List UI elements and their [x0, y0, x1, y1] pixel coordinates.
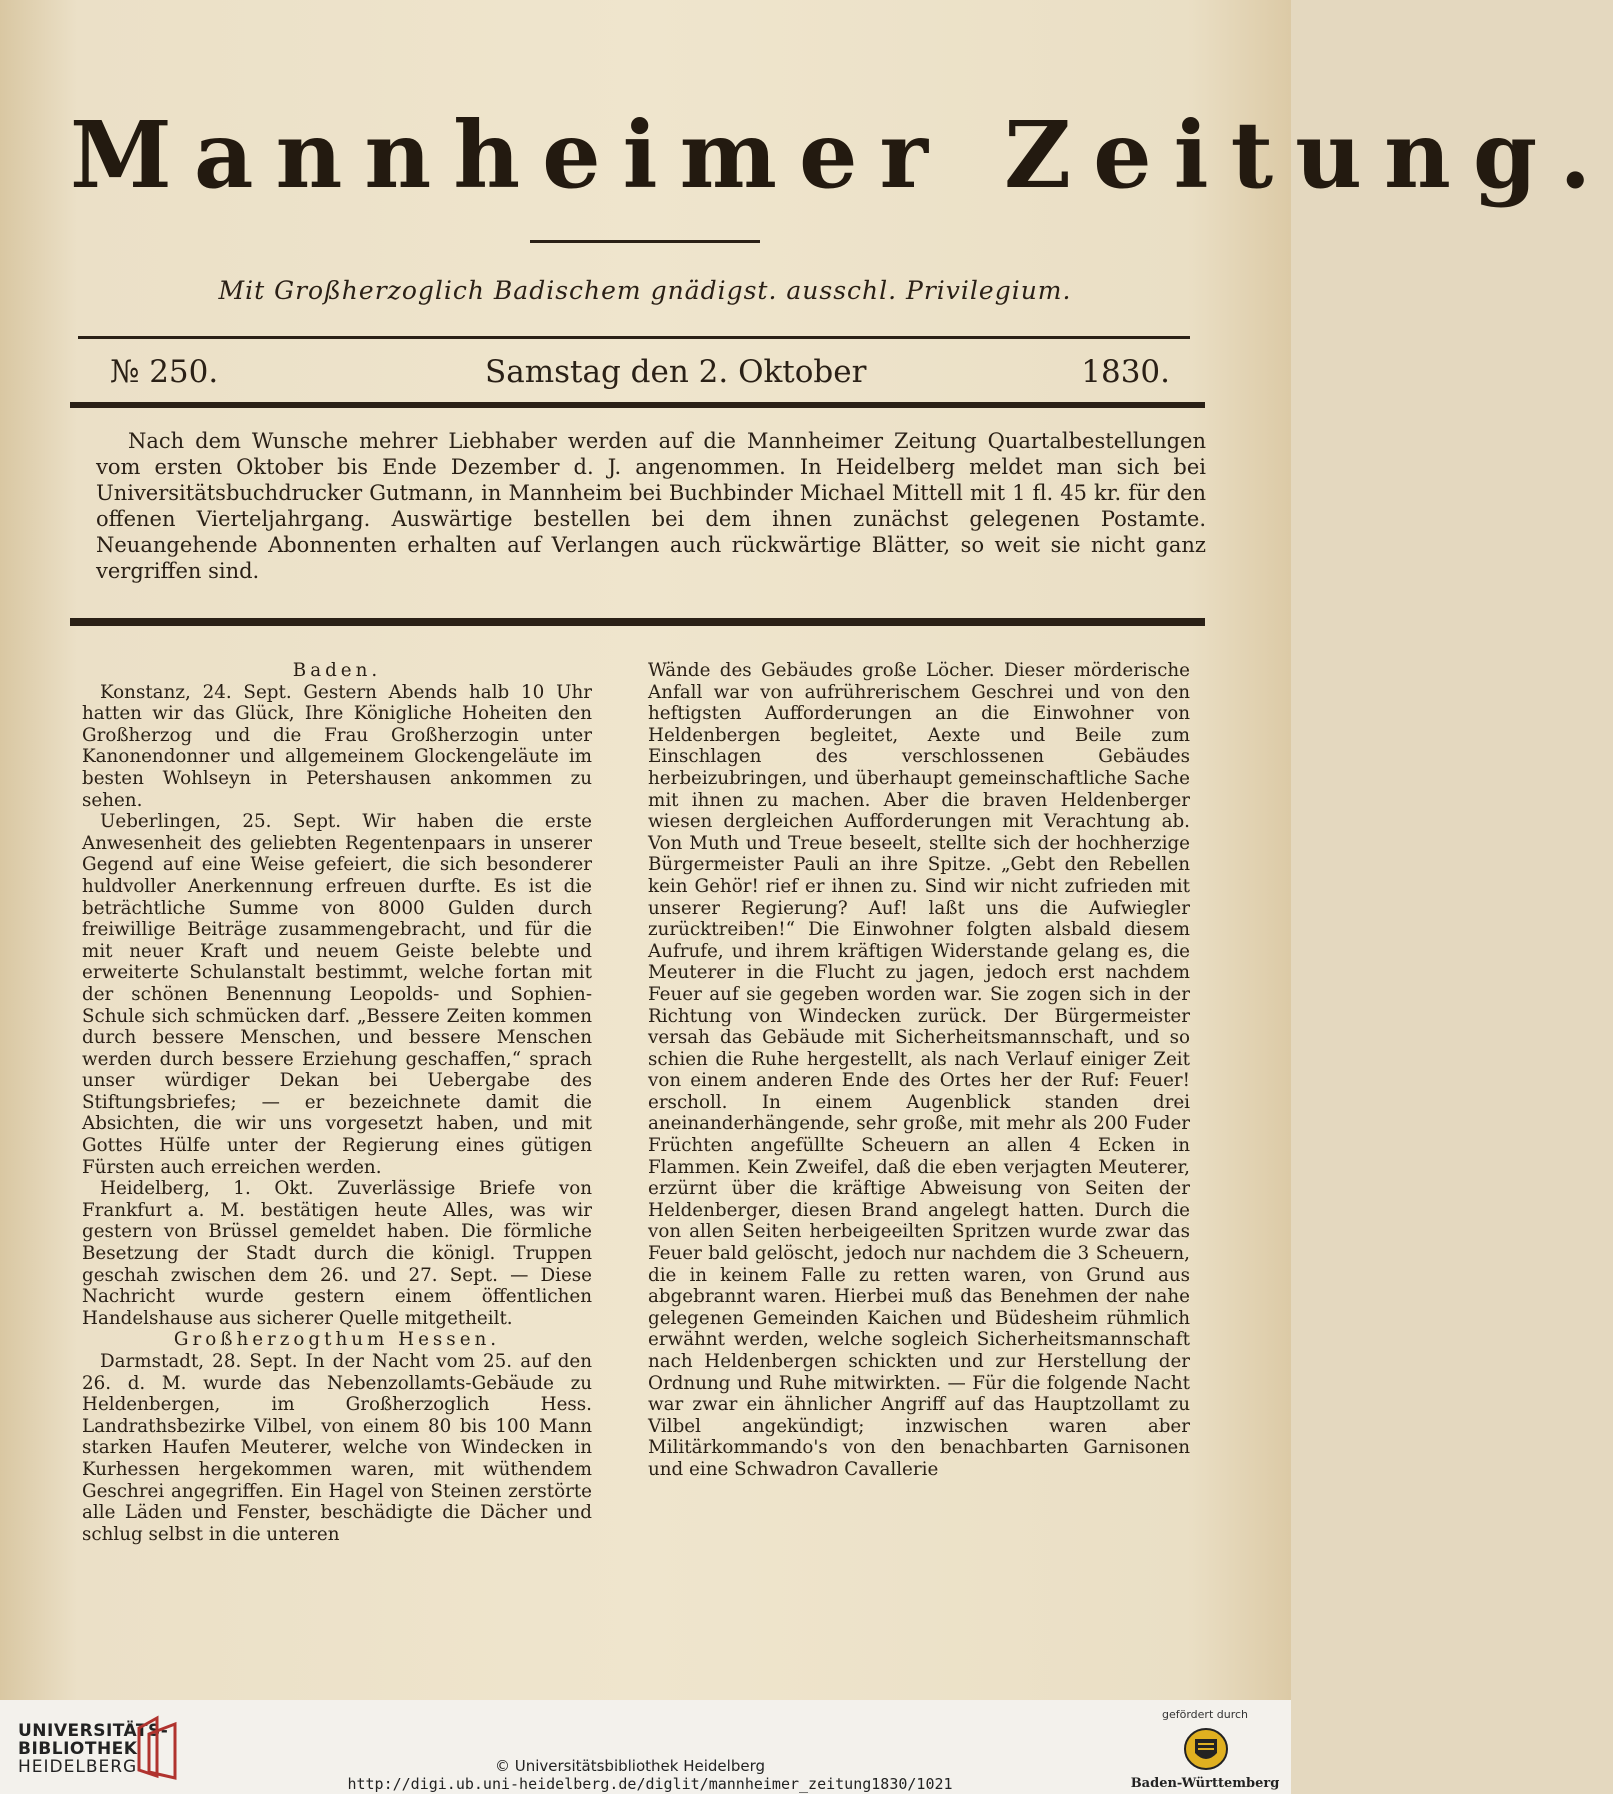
- copyright-text: © Universitätsbibliothek Heidelberg: [494, 1757, 765, 1775]
- library-line-3: HEIDELBERG: [18, 1757, 138, 1777]
- baden-wuerttemberg-crest-icon: [1183, 1727, 1229, 1771]
- header-rule-bottom: [70, 402, 1205, 408]
- library-line-1: UNIVERSITÄTS-: [18, 1721, 169, 1741]
- left-column: [82, 660, 592, 1545]
- article-konstanz: Konstanz, 24. Sept. Gestern Abends halb 10 Uhr hatten wir das Glück, Ihre Königliche Hoheiten den Großherzog und die Frau Großherzogin unter Kanonendonner und allgemeinem Glockengeläute im besten Wohlseyn in Petershausen ankommen zu sehen.: [82, 681, 592, 811]
- subscription-notice: Nach dem Wunsche mehrer Liebhaber werden auf die Mannheimer Zeitung Quartalbestellungen vom ersten Oktober bis Ende Dezember d. J. angenommen. In Heidelberg meldet man sich bei Universitätsbuchdrucker Gutmann, in Mannheim bei Buchbinder Michael Mittell mit 1 fl. 45 kr. für den offenen Vierteljahrgang. Auswärtige bestellen bei dem ihnen zunächst gelegenen Postamte. Neuangehende Abonnenten erhalten auf Verlangen auch rückwärtige Blätter, so weit sie nicht ganz vergriffen sind.: [96, 429, 1206, 583]
- section-heading-hessen: Großherzogthum Hessen.: [173, 1329, 501, 1351]
- article-heidelberg: Heidelberg, 1. Okt. Zuverlässige Briefe von Frankfurt a. M. bestätigen heute Alles, was wir gestern von Brüssel gemeldet haben. Die förmliche Besetzung der Stadt durch die königl. Truppen geschah zwischen dem 26. und 27. Sept. — Diese Nachricht wurde gestern einem öffentlichen Handelshause aus sicherer Quelle mitgetheilt.: [82, 1178, 592, 1329]
- masthead-title: Mannheimer Zeitung.: [70, 101, 1613, 209]
- library-logo-icon: [135, 1714, 181, 1780]
- sponsor-label: gefördert durch: [1161, 1708, 1249, 1721]
- privilege-line: Mit Großherzoglich Badischem gnädigst. ausschl. Privilegium.: [218, 276, 1072, 305]
- issue-number: № 250.: [110, 354, 219, 390]
- right-column: [648, 660, 1190, 1481]
- notice-rule: [70, 618, 1205, 626]
- digitization-footer: [0, 1700, 1291, 1794]
- article-darmstadt: Darmstadt, 28. Sept. In der Nacht vom 25. auf den 26. d. M. wurde das Nebenzollamts-Gebäude zu Heldenbergen, im Großherzoglich Hess. Landrathsbezirke Vilbel, von einem 80 bis 100 Mann starken Haufen Meuterer, welche von Windecken in Kurhessen hergekommen waren, mit wüthendem Geschrei angegriffen. Ein Hagel von Steinen zerstörte alle Läden und Fenster, beschädigte die Dächer und schlug selbst in die unteren: [82, 1351, 592, 1545]
- issue-info-row: [110, 349, 1170, 395]
- library-line-2: BIBLIOTHEK: [18, 1739, 138, 1759]
- issue-year: 1830.: [1081, 354, 1170, 390]
- source-url-link[interactable]: http://digi.ub.uni-heidelberg.de/diglit/mannheimer_zeitung1830/1021: [347, 1775, 953, 1793]
- article-darmstadt-continued: Wände des Gebäudes große Löcher. Dieser mörderische Anfall war von aufrührerischem Geschrei und von den heftigsten Aufforderungen an die Einwohner von Heldenbergen begleitet, Aexte und Beile zum Einschlagen des verschlossenen Gebäudes herbeizubringen, und überhaupt gemeinschaftliche Sache mit ihnen zu machen. Aber die braven Heldenberger wiesen dergleichen Aufforderungen mit Verachtung ab. Von Muth und Treue beseelt, stellte sich der hochherzige Bürgermeister Pauli an ihre Spitze. „Gebt den Rebellen kein Gehör! rief er ihnen zu. Sind wir nicht zufrieden mit unserer Regierung? Auf! laßt uns die Aufwiegler zurücktreiben!“ Die Einwohner folgten alsbald diesem Aufrufe, und ihrem kräftigen Widerstande gelang es, die Meuterer in die Flucht zu jagen, jedoch erst nachdem Feuer auf sie gegeben worden war. Sie zogen sich in der Richtung von Windecken zurück. Der Bürgermeister versah das Gebäude mit Sicherheitsmannschaft, und so schien die Ruhe hergestellt, als nach Verlauf einiger Zeit von einem anderen Ende des Ortes her der Ruf: Feuer! erscholl. In einem Augenblick standen drei aneinanderhängende, sehr große, mit mehr als 200 Fuder Früchten angefüllte Scheuern an allen 4 Ecken in Flammen. Kein Zweifel, daß die eben verjagten Meuterer, erzürnt über die kräftige Abweisung von Seiten der Heldenberger, diesen Brand angelegt hatten. Durch die von allen Seiten herbeigeeilten Spritzen wurde zwar das Feuer bald gelöscht, jedoch nur nachdem die 3 Scheuern, die in keinem Falle zu retten waren, von Grund aus abgebrannt waren. Hierbei muß das Benehmen der nahe gelegenen Gemeinden Kaichen und Büdesheim rühmlich erwähnt werden, welche sogleich Sicherheitsmannschaft nach Heldenbergen schickten und zur Herstellung der Ordnung und Ruhe mitwirkten. — Für die folgende Nacht war zwar ein ähnlicher Angriff auf das Hauptzollamt zu Vilbel angekündigt; inzwischen waren aber Militärkommando's von den benachbarten Garnisonen und eine Schwadron Cavallerie: [648, 660, 1190, 1480]
- section-heading-baden: Baden.: [292, 660, 382, 681]
- issue-date: Samstag den 2. Oktober: [485, 354, 867, 390]
- sponsor-name: Baden-Württemberg: [1130, 1776, 1280, 1791]
- article-ueberlingen: Ueberlingen, 25. Sept. Wir haben die erste Anwesenheit des geliebten Regentenpaars in unserer Gegend auf eine Weise gefeiert, die sich besonderer huldvoller Anerkennung erfreuen durfte. Es ist die beträchtliche Summe von 8000 Gulden durch freiwillige Beiträge zusammengebracht, und für die mit neuer Kraft und neuem Geiste belebte und erweiterte Schulanstalt bestimmt, welche fortan mit der schönen Benennung Leopolds- und Sophien-Schule sich schmücken darf. „Bessere Zeiten kommen durch bessere Menschen, und bessere Menschen werden durch bessere Erziehung geschaffen,“ sprach unser würdiger Dekan bei Uebergabe des Stiftungsbriefes; — er bezeichnete damit die Absichten, die wir uns vorgesetzt haben, und mit Gottes Hülfe unter der Regierung eines gütigen Fürsten auch erreichen werden.: [82, 811, 592, 1178]
- header-rule-top: [78, 336, 1190, 339]
- masthead-rule: [530, 240, 760, 243]
